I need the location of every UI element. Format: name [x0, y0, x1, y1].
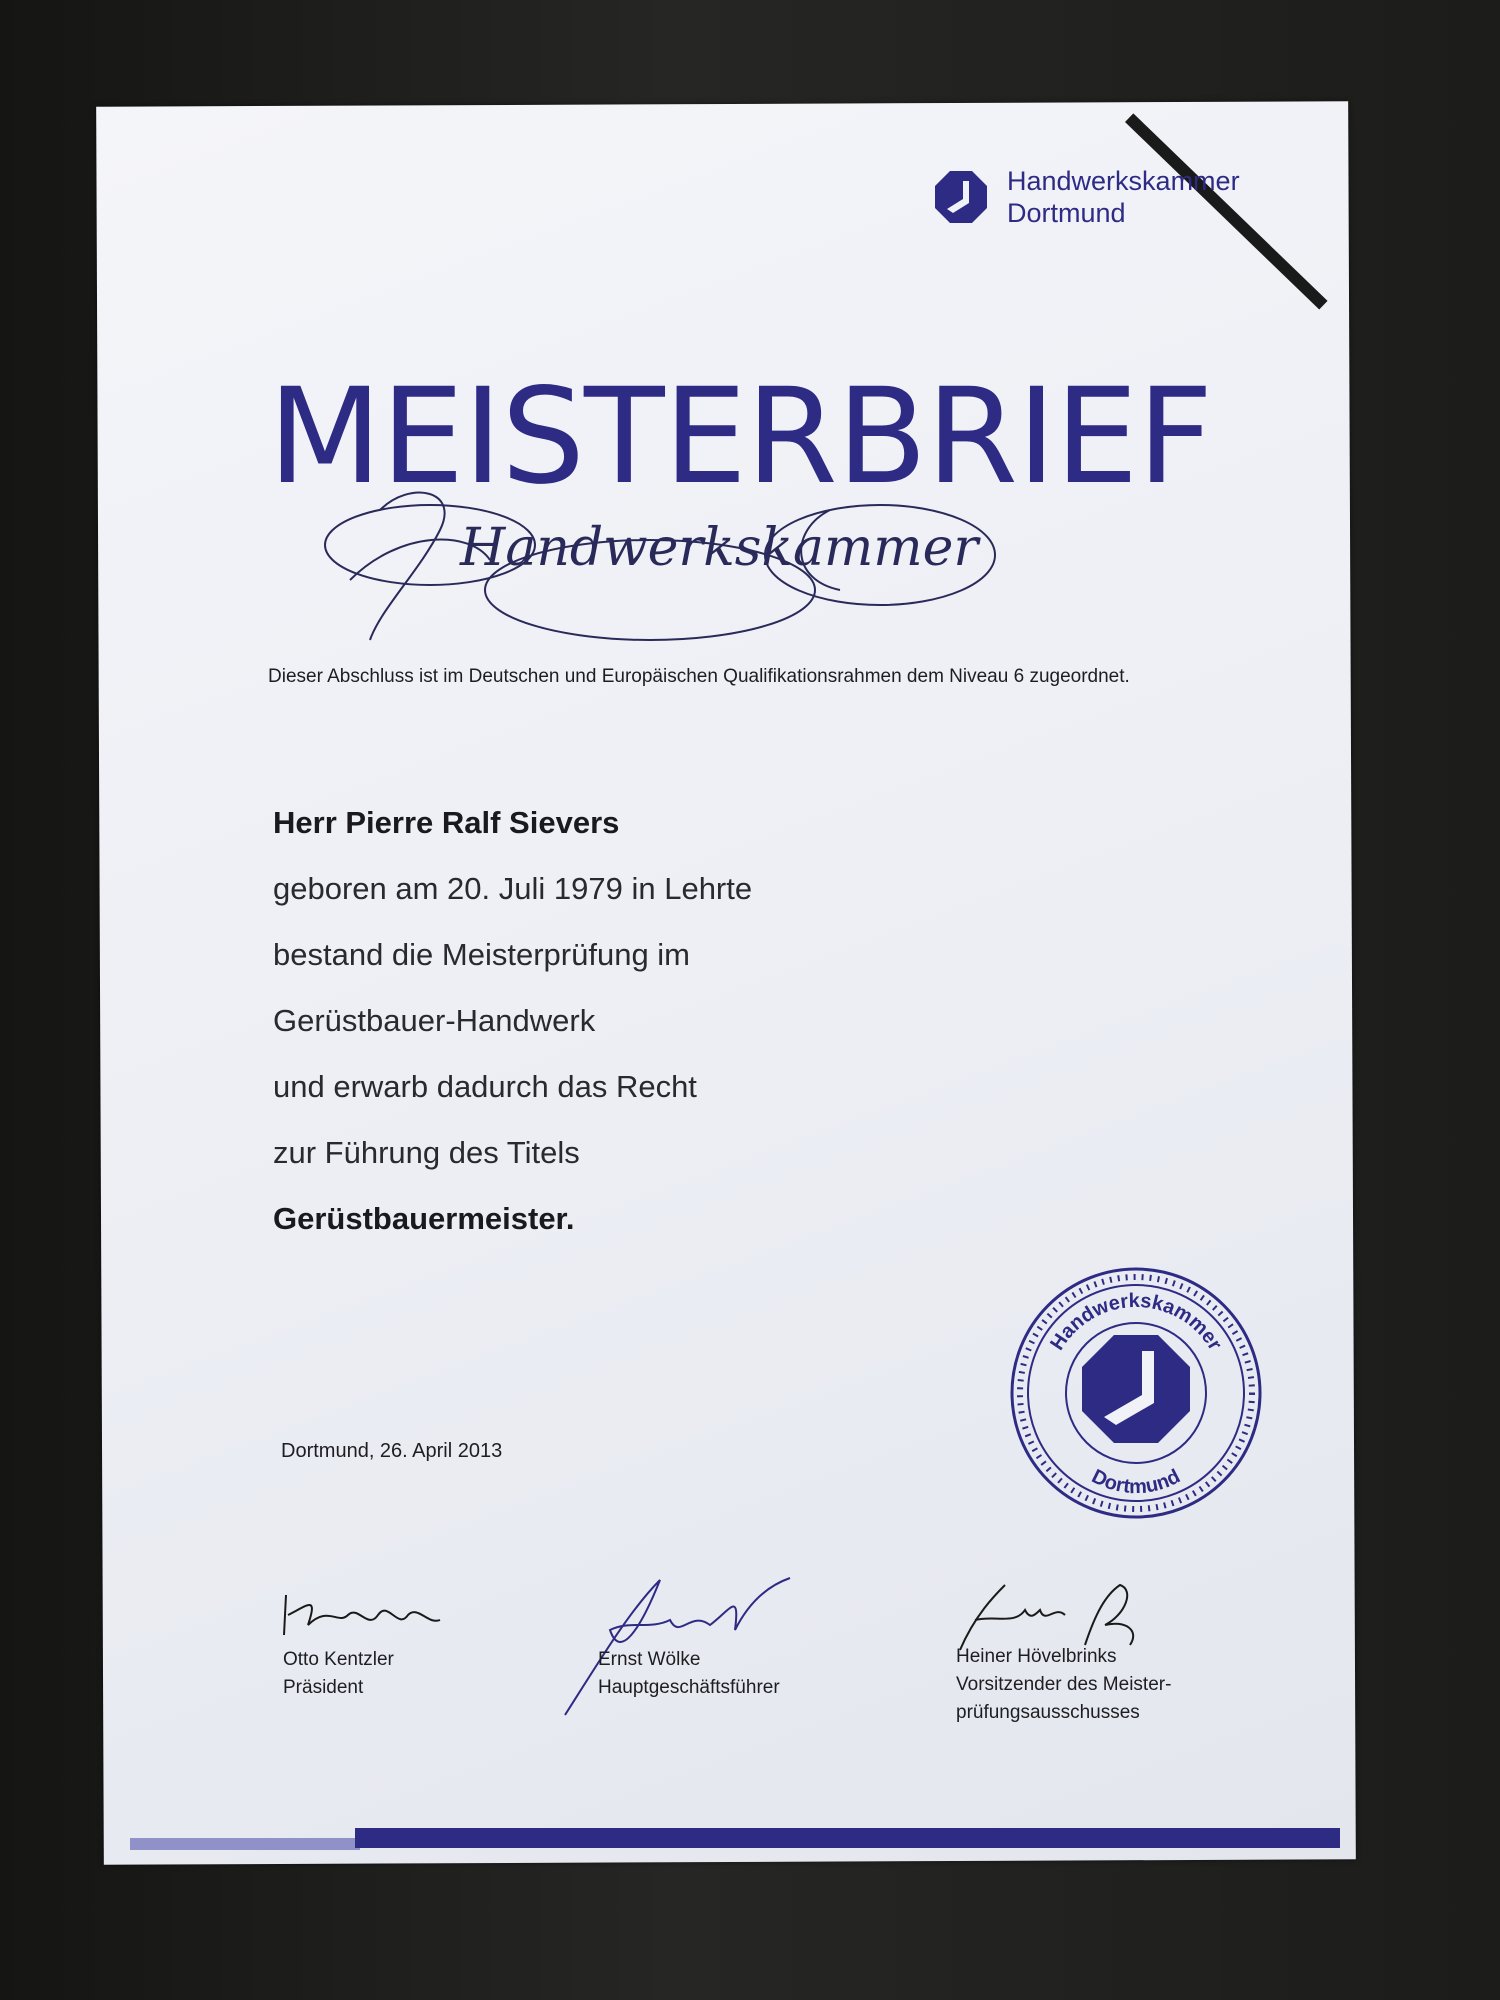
signature-kentzler	[278, 1585, 448, 1645]
qualification-note: Dieser Abschluss ist im Deutschen und Europäischen Qualifikationsrahmen dem Niveau 6 zugeordnet.	[268, 666, 1130, 687]
title-line: zur Führung des Titels	[273, 1135, 580, 1170]
signatory-1	[283, 1646, 394, 1702]
signatory-3-name: Heiner Hövelbrinks	[956, 1646, 1117, 1667]
logo-line-2: Dortmund	[1007, 198, 1126, 228]
right-line: und erwarb dadurch das Recht	[273, 1069, 697, 1104]
signatory-1-name: Otto Kentzler	[283, 1649, 394, 1670]
signatory-1-role: Präsident	[283, 1677, 364, 1698]
exam-line: bestand die Meisterprüfung im	[273, 937, 691, 972]
calligraphy-text: Handwerkskammer	[460, 518, 979, 578]
signatory-3-role: Vorsitzender des Meister-	[956, 1674, 1172, 1695]
signatory-2-name: Ernst Wölke	[598, 1649, 701, 1670]
signatory-2	[598, 1646, 780, 1702]
seal-octagon-icon	[1082, 1335, 1190, 1443]
logo-wordmark	[1007, 165, 1240, 229]
bottom-accent-bar-light	[130, 1838, 360, 1850]
seal-text-bottom: Dortmund	[1088, 1465, 1184, 1499]
seal-text-top: Handwerkskammer	[1046, 1289, 1226, 1355]
recipient-name: Herr Pierre Ralf Sievers	[273, 805, 620, 840]
logo-line-1: Handwerkskammer	[1007, 166, 1240, 196]
octagon-logo-icon	[933, 169, 989, 225]
signatory-3-role-cont: prüfungsausschusses	[956, 1702, 1140, 1723]
certificate-title: MEISTERBRIEF	[268, 360, 1213, 514]
master-title: Gerüstbauermeister.	[273, 1201, 575, 1236]
birth-line: geboren am 20. Juli 1979 in Lehrte	[273, 871, 753, 906]
trade-line: Gerüstbauer-Handwerk	[273, 1003, 596, 1038]
signatory-2-role: Hauptgeschäftsführer	[598, 1677, 780, 1698]
chamber-logo	[933, 165, 1240, 229]
calligraphy-signature	[320, 470, 1090, 650]
official-seal	[1008, 1265, 1263, 1520]
place-date: Dortmund, 26. April 2013	[281, 1440, 503, 1462]
svg-text:Dortmund	[1088, 1465, 1184, 1498]
bottom-accent-bar-dark	[355, 1828, 1340, 1848]
certificate-body	[273, 790, 973, 1252]
signatory-3	[956, 1643, 1171, 1727]
